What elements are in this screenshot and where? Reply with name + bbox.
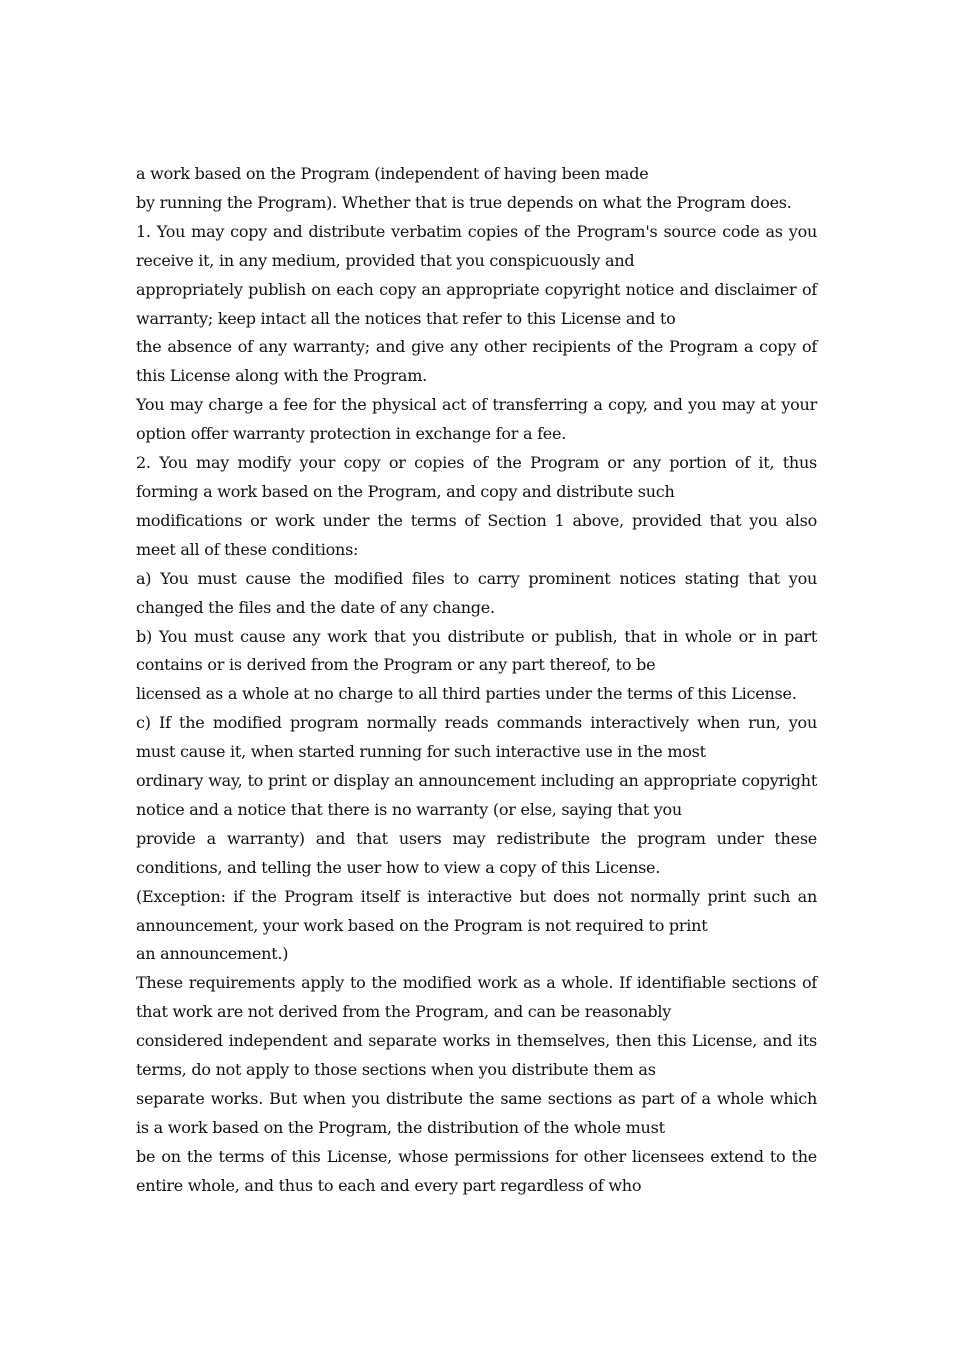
paragraph-18: considered independent and separate works in themselves, then this License, and its terms, do not apply to those sections when you distribute them as bbox=[136, 1031, 817, 1080]
paragraph-1: a work based on the Program (independent of having been made bbox=[136, 164, 649, 183]
paragraph-5: the absence of any warranty; and give any other recipients of the Program a copy of this License along with the Program. bbox=[136, 337, 817, 386]
paragraph-20: be on the terms of this License, whose permissions for other licensees extend to the entire whole, and thus to each and every part regardless of who bbox=[136, 1146, 817, 1195]
paragraph-16: an announcement.) bbox=[136, 944, 289, 964]
paragraph-7: 2. You may modify your copy or copies of the Program or any portion of it, thus forming a work based on the Program, and copy and distribute such bbox=[136, 453, 817, 501]
paragraph-10: b) You must cause any work that you distribute or publish, that in whole or in part contains or is derived from the Program or any part thereof, to be bbox=[136, 626, 817, 675]
paragraph-2: by running the Program). Whether that is true depends on what the Program does. bbox=[136, 192, 792, 212]
paragraph-6: You may charge a fee for the physical act of transferring a copy, and you may at your option offer warranty protection in exchange for a fee. bbox=[136, 395, 817, 444]
paragraph-12: c) If the modified program normally reads commands interactively when run, you must cause it, when started running for such interactive use in the most bbox=[136, 713, 817, 762]
paragraph-4: appropriately publish on each copy an appropriate copyright notice and disclaimer of warranty; keep intact all the notices that refer to this License and to bbox=[136, 279, 817, 328]
paragraph-17: These requirements apply to the modified work as a whole. If identifiable sections of that work are not derived from the Program, and can be reasonably bbox=[136, 973, 817, 1022]
paragraph-8: modifications or work under the terms of Section 1 above, provided that you also meet all of these conditions: bbox=[136, 510, 817, 559]
document-body bbox=[136, 160, 817, 1201]
paragraph-14: provide a warranty) and that users may redistribute the program under these conditions, and telling the user how to view a copy of this License. bbox=[136, 828, 817, 877]
paragraph-3: 1. You may copy and distribute verbatim copies of the Program's source code as you receive it, in any medium, provided that you conspicuously and bbox=[136, 221, 817, 270]
paragraph-15: (Exception: if the Program itself is interactive but does not normally print such an announcement, your work based on the Program is not required to print bbox=[136, 886, 817, 935]
paragraph-13: ordinary way, to print or display an announcement including an appropriate copyright notice and a notice that there is no warranty (or else, saying that you bbox=[136, 771, 817, 819]
paragraph-19: separate works. But when you distribute the same sections as part of a whole which is a work based on the Program, the distribution of the whole must bbox=[136, 1089, 817, 1137]
paragraph-11: licensed as a whole at no charge to all third parties under the terms of this License. bbox=[136, 684, 797, 704]
paragraph-9: a) You must cause the modified files to carry prominent notices stating that you changed the files and the date of any change. bbox=[136, 568, 817, 617]
